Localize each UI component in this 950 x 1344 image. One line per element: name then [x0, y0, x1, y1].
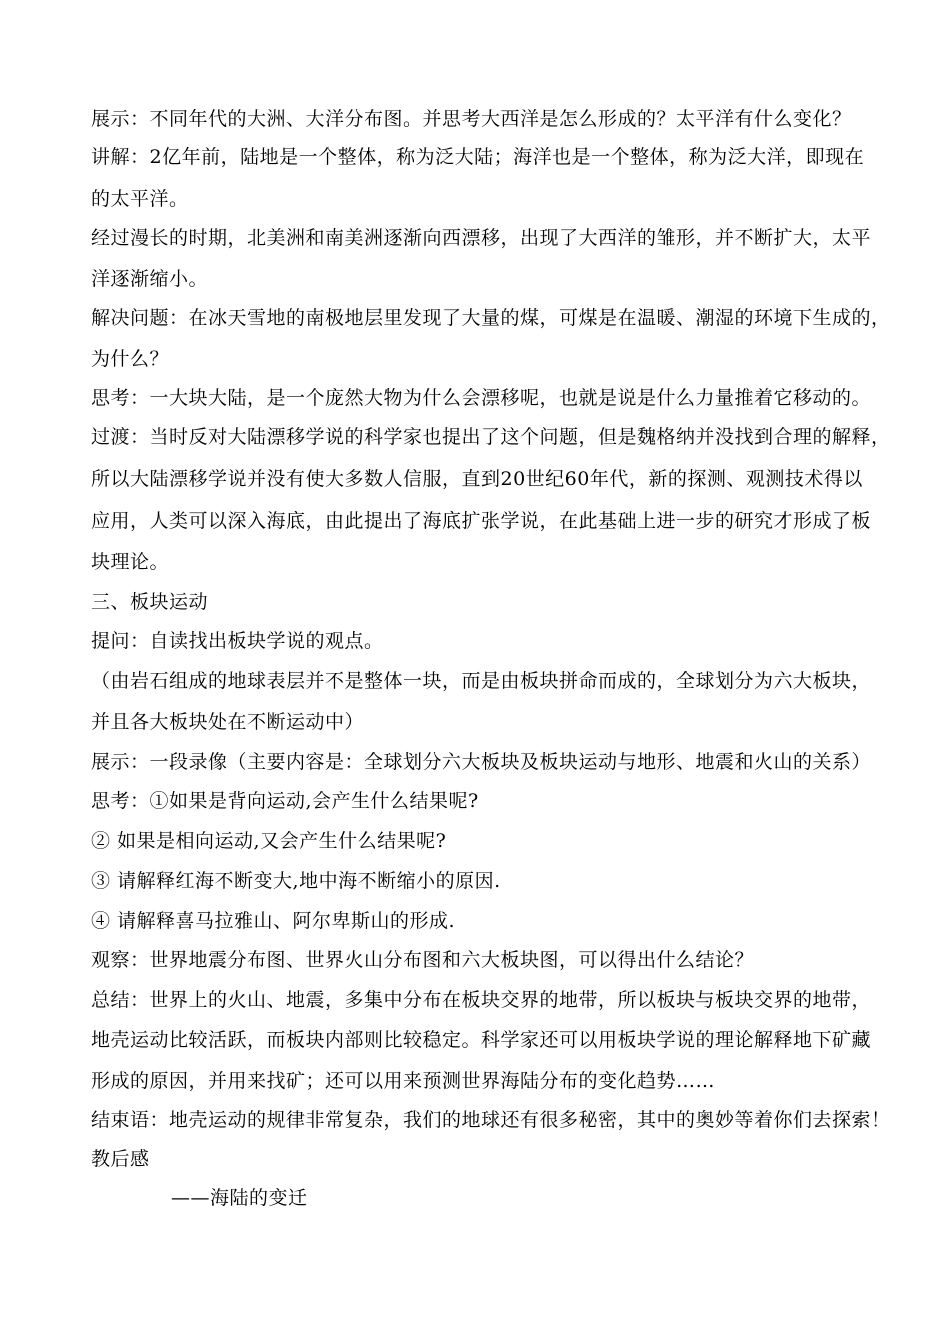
text-line-17: 展示：一段录像（主要内容是：全球划分六大板块及板块运动与地形、地震和火山的关系） [91, 751, 872, 773]
text-line-4: 经过漫长的时期，北美洲和南美洲逐渐向西漂移，出现了大西洋的雏形，并不断扩大，太平 [91, 227, 872, 249]
text-line-14: 提问：自读找出板块学说的观点。 [91, 630, 384, 652]
text-line-8: 思考：一大块大陆，是一个庞然大物为什么会漂移呢，也就是说是什么力量推着它移动的。 [91, 387, 872, 409]
text-line-25: 形成的原因，并用来找矿；还可以用来预测世界海陆分布的变化趋势…… [91, 1070, 716, 1092]
text-line-12: 块理论。 [91, 551, 170, 573]
text-line-9: 过渡：当时反对大陆漂移学说的科学家也提出了这个问题，但是魏格纳并没找到合理的解释， [91, 426, 891, 448]
text-line-3: 的太平洋。 [91, 188, 189, 210]
text-line-7: 为什么？ [91, 348, 170, 370]
reflection-heading: 教后感 [91, 1148, 150, 1170]
text-line-5: 洋逐渐缩小。 [91, 268, 209, 290]
text-line-10: 所以大陆漂移学说并没有使大多数人信服，直到20世纪60年代，新的探测、观测技术得以 [91, 468, 863, 490]
text-line-22: 观察：世界地震分布图、世界火山分布图和六大板块图，可以得出什么结论？ [91, 949, 755, 971]
reflection-subtitle: ——海陆的变迁 [171, 1187, 308, 1209]
text-line-26: 结束语：地壳运动的规律非常复杂，我们的地球还有很多秘密，其中的奥妙等着你们去探索！ [91, 1109, 891, 1131]
text-line-1: 展示：不同年代的大洲、大洋分布图。并思考大西洋是怎么形成的？太平洋有什么变化？ [91, 108, 852, 130]
text-line-15: （由岩石组成的地球表层并不是整体一块，而是由板块拼命而成的，全球划分为六大板块， [91, 670, 872, 692]
text-line-2: 讲解：2亿年前，陆地是一个整体，称为泛大陆；海洋也是一个整体，称为泛大洋，即现在 [91, 146, 865, 168]
text-line-19: ② 如果是相向运动,又会产生什么结果呢? [91, 830, 447, 852]
text-line-24: 地壳运动比较活跃，而板块内部则比较稳定。科学家还可以用板块学说的理论解释地下矿藏 [91, 1029, 872, 1051]
section-heading: 三、板块运动 [91, 591, 209, 613]
text-line-23: 总结：世界上的火山、地震，多集中分布在板块交界的地带，所以板块与板块交界的地带， [91, 989, 872, 1011]
text-line-20: ③ 请解释红海不断变大,地中海不断缩小的原因. [91, 870, 501, 892]
text-line-6: 解决问题：在冰天雪地的南极地层里发现了大量的煤，可煤是在温暖、潮湿的环境下生成的， [91, 307, 891, 329]
text-line-11: 应用，人类可以深入海底，由此提出了海底扩张学说，在此基础上进一步的研究才形成了板 [91, 510, 872, 532]
text-line-21: ④ 请解释喜马拉雅山、阿尔卑斯山的形成. [91, 910, 456, 932]
text-line-18: 思考：①如果是背向运动,会产生什么结果呢? [91, 790, 479, 812]
text-line-16: 并且各大板块处在不断运动中） [91, 711, 365, 733]
